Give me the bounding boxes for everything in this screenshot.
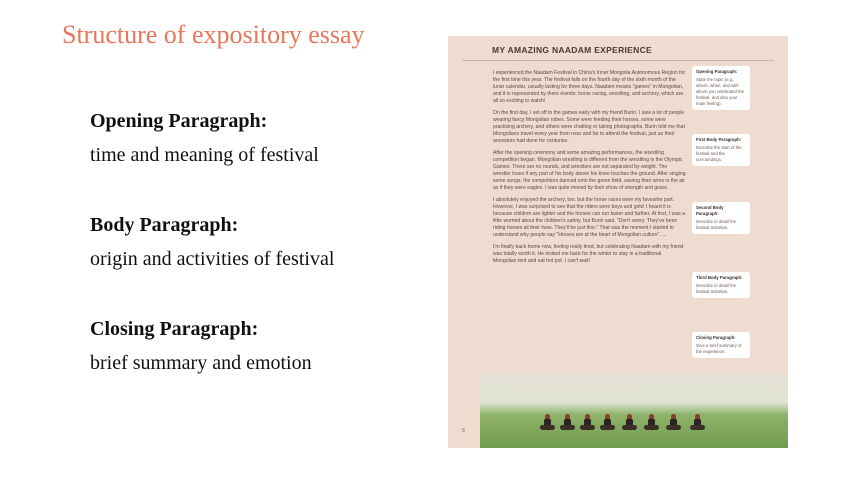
rider-figure (544, 418, 551, 430)
note-closing (692, 332, 750, 358)
note-body: Describe in detail the festival activities. (696, 219, 737, 230)
closing-body: brief summary and emotion (90, 352, 312, 374)
horse-race-photo (480, 374, 788, 448)
title-divider (462, 60, 774, 61)
essay-paragraph-5: I'm finally back home now, feeling really tired, but celebrating Naadam with my friend was totally worth it. He invited me back for the winter to stay in a traditional Mongolian tent and eat hot pot. I can't wait! (493, 244, 684, 264)
structure-list (90, 106, 420, 418)
opening-section (90, 106, 420, 170)
opening-heading: Opening Paragraph: (90, 110, 268, 132)
note-body: Describe in detail the festival activities. (696, 283, 737, 294)
textbook-page-image (448, 36, 788, 448)
note-body: State the topic (e.g., where, when, and with whom you celebrated the festival, and also your main feeling). (696, 77, 745, 106)
closing-heading: Closing Paragraph: (90, 318, 259, 340)
slide-title: Structure of expository essay (62, 20, 365, 49)
essay-paragraph-3: After the opening ceremony and some amazing performances, the wrestling competition began. Mongolian wrestling is different from the wrestling in the Olympic Games. There are no rounds, and wrestlers are not separated by weight. The wrestler loses if any part of his body above his knee touches the ground. After singing some songs, the competitors danced onto the green field, waving their arms in the air as if they were eagles. I was quite moved by their show of strength and grace. (493, 150, 686, 191)
body-heading: Body Paragraph: (90, 214, 239, 236)
note-title: Opening Paragraph: (696, 69, 738, 74)
rider-figure (670, 418, 677, 430)
closing-section (90, 314, 420, 378)
body-section (90, 210, 420, 274)
note-first-body (692, 134, 750, 166)
note-title: First Body Paragraph: (696, 137, 742, 142)
note-body: Give a brief summary of the experience. (696, 343, 742, 354)
rider-figure (604, 418, 611, 430)
rider-figure (584, 418, 591, 430)
rider-figure (694, 418, 701, 430)
note-title: Closing Paragraph: (696, 335, 736, 340)
rider-figure (564, 418, 571, 430)
essay-paragraph-1: I experienced the Naadam Festival in China's Inner Mongolia Autonomous Region for the first time this year. The festival falls on the fourth day of the sixth month of the lunar calendar, usually lasting for three days. Naadam means "games" in Mongolian, and it is represented by three events: horse racing, wrestling, and archery, which are all so exciting to watch! (493, 70, 686, 104)
note-title: Second Body Paragraph: (696, 205, 724, 216)
essay-paragraph-4: I absolutely enjoyed the archery, too, but the horse races were my favourite part. However, I was surprised to see that the riders were boys and girls! I heard it is because children are lighter and the horses can run faster and farther. At first, I was a little worried about the children's safety, but Burin said, "Don't worry. They've been riding horses all their lives. They'll be just fine." That was the moment I started to understand why people say "Horses are at the heart of Mongolian culture". ... (493, 197, 685, 238)
note-title: Third Body Paragraph: (696, 275, 743, 280)
note-opening (692, 66, 750, 110)
opening-body: time and meaning of festival (90, 144, 319, 166)
rider-figure (626, 418, 633, 430)
essay-paragraph-2: On the first day, I set off to the games early with my friend Burin. I saw a lot of people wearing fancy Mongolian robes. Some were feeding their horses, some were practising archery, and others were chatting or taking photographs. Burin told me that Mongolians travel every year from near and far to attend the festival, just as their ancestors had done for centuries. (493, 110, 685, 144)
rider-figure (648, 418, 655, 430)
note-body: Describe the start of the festival and the surroundings. (696, 145, 742, 162)
essay-text (493, 70, 686, 270)
body-body: origin and activities of festival (90, 248, 335, 270)
note-second-body (692, 202, 750, 234)
page-number: 8 (462, 428, 465, 434)
note-third-body (692, 272, 750, 298)
essay-title: MY AMAZING NAADAM EXPERIENCE (492, 45, 652, 55)
